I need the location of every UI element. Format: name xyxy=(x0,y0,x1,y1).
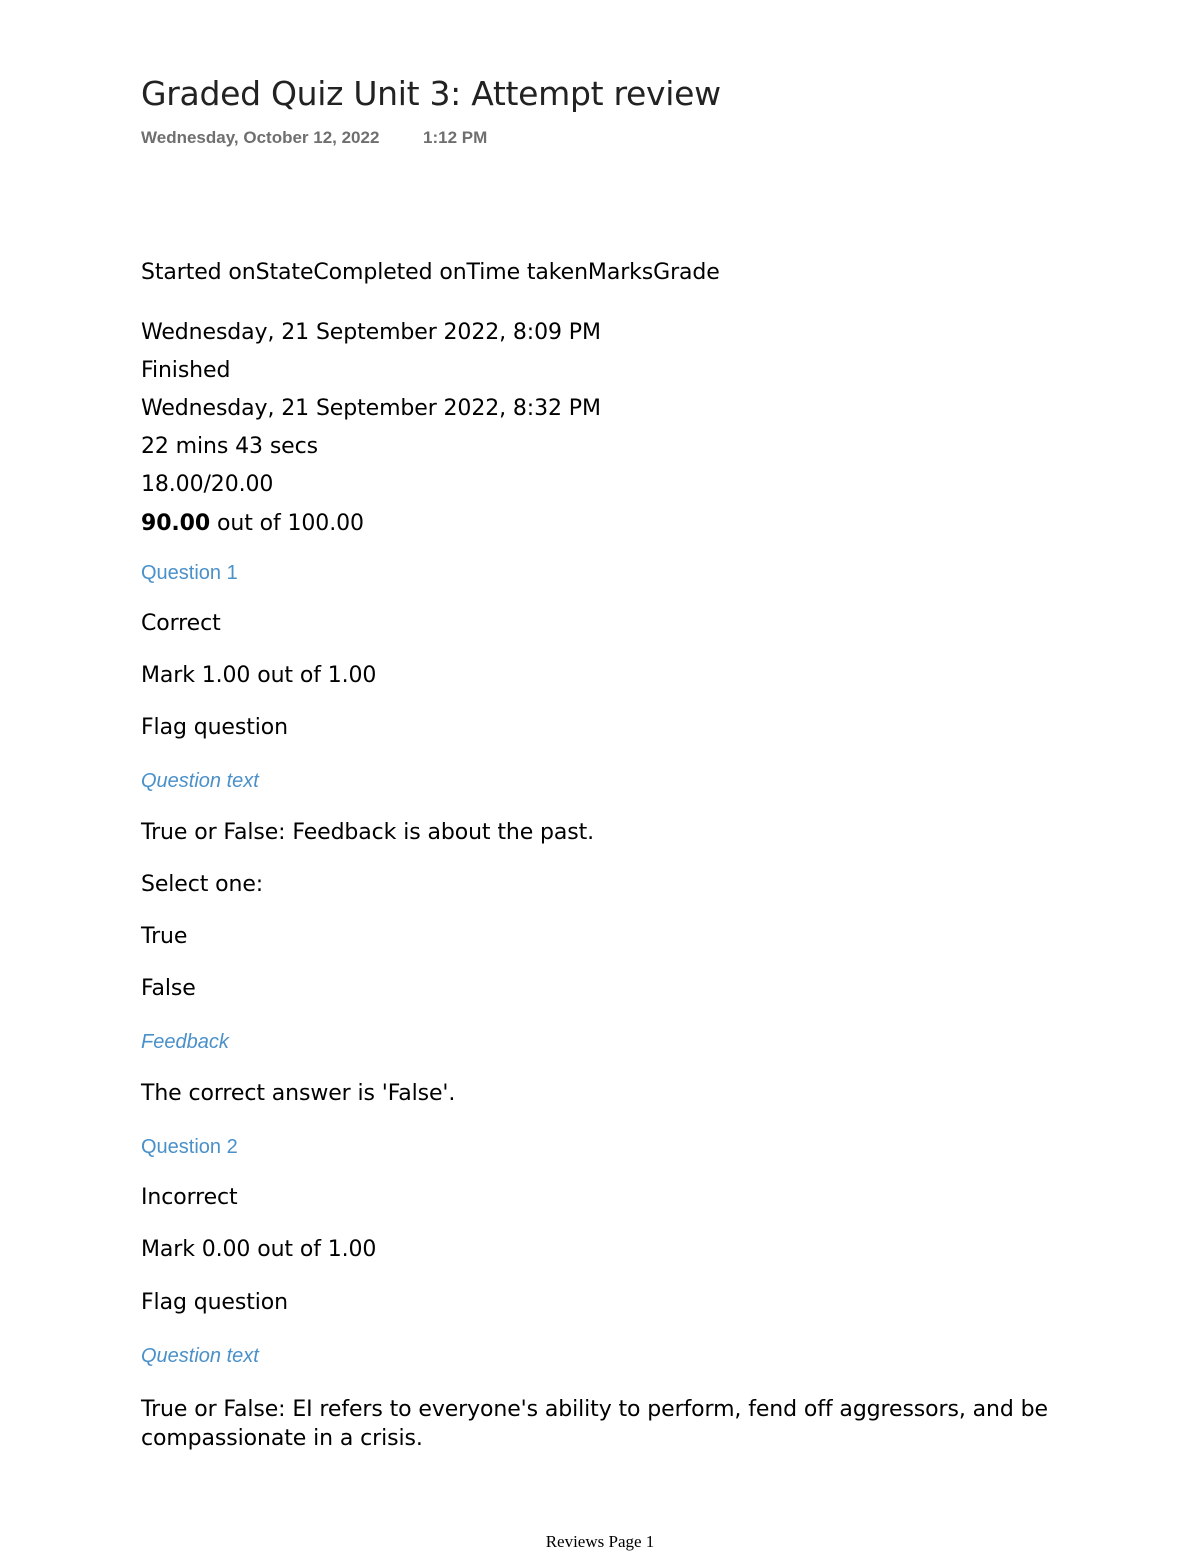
question-2-text: True or False: EI refers to everyone's ability to perform, fend off aggressors, and be compassionate in a crisis. xyxy=(141,1397,1048,1451)
page-date: Wednesday, October 12, 2022 xyxy=(141,128,380,147)
question-1-text: True or False: Feedback is about the past. xyxy=(141,820,595,845)
question-1-heading[interactable]: Question 1 xyxy=(141,562,238,584)
question-2-status: Incorrect xyxy=(141,1185,238,1210)
grade-out-of: out of 100.00 xyxy=(210,511,364,536)
question-2-text-label: Question text xyxy=(141,1345,259,1367)
summary-time-taken: 22 mins 43 secs xyxy=(141,434,318,459)
summary-marks: 18.00/20.00 xyxy=(141,472,274,497)
summary-started-on: Wednesday, 21 September 2022, 8:09 PM xyxy=(141,320,601,345)
question-2-heading[interactable]: Question 2 xyxy=(141,1136,238,1158)
summary-state: Finished xyxy=(141,358,231,383)
grade-value: 90.00 xyxy=(141,511,211,536)
question-2-flag[interactable]: Flag question xyxy=(141,1290,288,1315)
question-1-mark: Mark 1.00 out of 1.00 xyxy=(141,663,377,688)
question-2-mark: Mark 0.00 out of 1.00 xyxy=(141,1237,377,1262)
question-1-option-false[interactable]: False xyxy=(141,976,196,1001)
question-1-select-prompt: Select one: xyxy=(141,872,264,897)
page-title: Graded Quiz Unit 3: Attempt review xyxy=(141,74,721,113)
summary-completed-on: Wednesday, 21 September 2022, 8:32 PM xyxy=(141,396,601,421)
question-1-text-label: Question text xyxy=(141,770,259,792)
question-1-feedback-label: Feedback xyxy=(141,1031,229,1053)
page-footer: Reviews Page 1 xyxy=(545,1532,655,1551)
summary-grade xyxy=(141,511,364,536)
question-1-feedback-text: The correct answer is 'False'. xyxy=(141,1081,456,1106)
question-1-status: Correct xyxy=(141,611,221,636)
summary-header-row: Started onStateCompleted onTime takenMarksGrade xyxy=(141,260,720,285)
page-time: 1:12 PM xyxy=(423,128,488,147)
question-1-flag[interactable]: Flag question xyxy=(141,715,288,740)
question-1-option-true[interactable]: True xyxy=(141,924,188,949)
